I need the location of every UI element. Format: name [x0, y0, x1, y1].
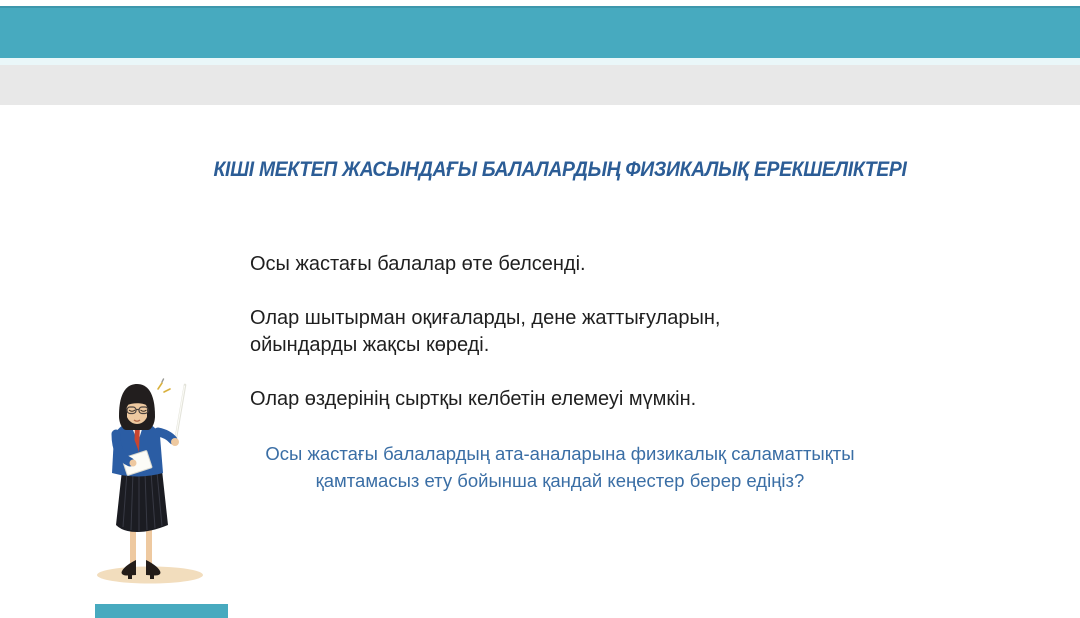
header-banner: [0, 6, 1080, 58]
question-text: Осы жастағы балалардың ата-аналарына физикалық саламаттықты қамтамасыз ету бойынша қандай кеңестер берер едіңіз?: [265, 443, 855, 491]
body-text-block: [250, 251, 785, 440]
slide-title: КІШІ МЕКТЕП ЖАСЫНДАҒЫ БАЛАЛАРДЫҢ ФИЗИКАЛЫҚ ЕРЕКШЕЛІКТЕРІ: [213, 158, 907, 181]
teacher-illustration: [78, 376, 210, 594]
bottom-accent-bar: [95, 604, 228, 618]
body-paragraph: Олар өздерінің сыртқы келбетін елемеуі мүмкін.: [250, 388, 697, 410]
subheader-strip: [0, 65, 1080, 105]
body-paragraph: Олар шытырман оқиғаларды, дене жаттығуларын, ойындарды жақсы көреді.: [250, 307, 721, 356]
body-paragraph: Осы жастағы балалар өте белсенді.: [250, 253, 586, 275]
header-divider: [0, 58, 1080, 65]
